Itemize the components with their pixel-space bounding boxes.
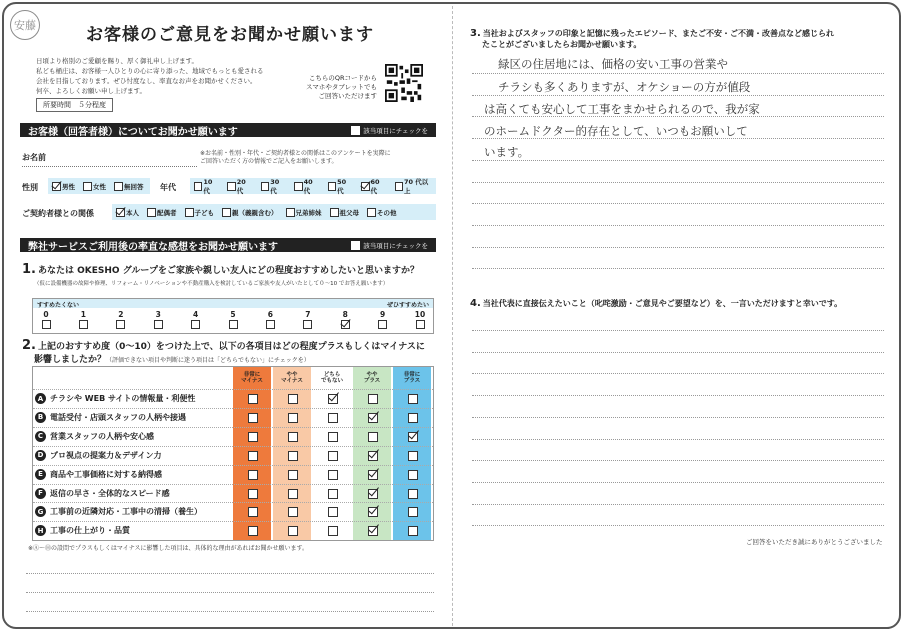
- q2-rating-checkbox[interactable]: [408, 432, 418, 442]
- q2-rating-checkbox[interactable]: [328, 470, 338, 480]
- q2-column-header: どちら でもない: [313, 367, 351, 389]
- q2-rating-checkbox[interactable]: [328, 507, 338, 517]
- q2-rating-checkbox[interactable]: [408, 489, 418, 499]
- q1-score-checkbox[interactable]: [266, 320, 275, 329]
- answer-line[interactable]: [472, 330, 884, 331]
- answer-line[interactable]: [472, 439, 884, 440]
- relation-option[interactable]: [147, 208, 177, 217]
- q1-title-text: あなたは OKESHO グループをご家族や親しい友人にどの程度おすすめしたいと思いますか？: [37, 266, 420, 276]
- q1-score-label: 8: [342, 310, 348, 319]
- relation-option[interactable]: [116, 208, 139, 217]
- answer-line[interactable]: [472, 482, 884, 483]
- relation-option[interactable]: [222, 208, 278, 217]
- q1-high-label: ぜひすすめたい: [386, 302, 429, 309]
- q2-number: 2.: [22, 338, 36, 353]
- q2-title: [22, 338, 442, 353]
- qr-note-line: こちらのQRコードから: [308, 74, 377, 82]
- relation-option[interactable]: [286, 208, 322, 217]
- relation-label: ご契約者様との関係: [22, 209, 94, 218]
- q2-rating-checkbox[interactable]: [408, 470, 418, 480]
- relation-option-label: 兄弟姉妹: [295, 208, 322, 217]
- intro-text: [36, 56, 316, 96]
- q2-item-row: [35, 521, 130, 540]
- age-checkbox[interactable]: [328, 182, 336, 191]
- q2-item-letter: A: [35, 393, 46, 404]
- check-note: [351, 241, 428, 250]
- relation-option-label: 子ども: [194, 208, 214, 217]
- q1-score-label: 7: [305, 310, 311, 319]
- q2-rating-checkbox[interactable]: [288, 432, 298, 442]
- age-option-label: 50 代: [337, 177, 347, 195]
- handwritten-line: 緑区の住居地には、価格の安い工事の営業や: [498, 57, 728, 71]
- q3-title: [470, 28, 885, 50]
- age-options: [190, 178, 436, 194]
- q2-item-row: [35, 427, 154, 446]
- gender-option[interactable]: [114, 182, 144, 191]
- q3-title-line: 当社およびスタッフの印象と記憶に残ったエピソード、またご不安・ご不満・改善点など感じられ: [482, 29, 835, 38]
- q2-column-header: やや プラス: [353, 367, 391, 389]
- gender-option-label: 女性: [93, 182, 106, 191]
- seal-stamp: [10, 10, 40, 40]
- q1-score-label: 0: [43, 310, 49, 319]
- q1-score-label: 1: [80, 310, 86, 319]
- q1-title: [22, 262, 442, 277]
- answer-line[interactable]: [472, 352, 884, 353]
- age-checkbox[interactable]: [294, 182, 302, 191]
- q1-score-checkbox[interactable]: [378, 320, 387, 329]
- answer-line[interactable]: [26, 592, 434, 593]
- q1-score-checkbox[interactable]: [42, 320, 51, 329]
- q2-rating-checkbox[interactable]: [368, 413, 378, 423]
- q2-item-letter: D: [35, 450, 46, 461]
- age-label: 年代: [160, 183, 176, 192]
- q2-rating-checkbox[interactable]: [408, 394, 418, 404]
- gender-option[interactable]: [83, 182, 106, 191]
- relation-checkbox[interactable]: [330, 208, 339, 217]
- answer-line[interactable]: [472, 268, 884, 269]
- q2-item-letter: B: [35, 412, 46, 423]
- gender-checkbox[interactable]: [52, 182, 61, 191]
- check-note-text: 該当項目にチェックを: [363, 126, 428, 135]
- answer-line[interactable]: [472, 182, 884, 183]
- relation-options: [112, 204, 436, 220]
- q2-item-label: プロ視点の提案力＆デザイン力: [50, 450, 162, 460]
- gender-checkbox[interactable]: [114, 182, 123, 191]
- q1-number: 1.: [22, 262, 36, 277]
- relation-checkbox[interactable]: [367, 208, 376, 217]
- age-option[interactable]: [294, 178, 319, 195]
- q2-rating-checkbox[interactable]: [288, 470, 298, 480]
- q2-rating-checkbox[interactable]: [248, 451, 258, 461]
- q2-rating-checkbox[interactable]: [248, 489, 258, 499]
- q1-score-option[interactable]: [301, 310, 315, 331]
- q1-score-checkbox[interactable]: [116, 320, 125, 329]
- q2-title-text: 上記のおすすめ度（0〜10）をつけた上で、以下の各項目はどの程度プラスもしくはマイナスに: [37, 342, 425, 352]
- q2-rating-checkbox[interactable]: [328, 432, 338, 442]
- q3-number: 3.: [470, 28, 481, 39]
- intro-line: 私ども桶庄は、お客様一人ひとりの心に寄り添った、地域でもっとも愛される: [36, 67, 264, 75]
- q2-rating-checkbox[interactable]: [368, 451, 378, 461]
- q1-score-checkbox[interactable]: [154, 320, 163, 329]
- q1-score-option[interactable]: [151, 310, 165, 331]
- q2-item-letter: E: [35, 469, 46, 480]
- q1-score-label: 2: [118, 310, 124, 319]
- q2-rating-checkbox[interactable]: [408, 507, 418, 517]
- q3-title-line: たことがございましたらお聞かせ願います。: [482, 40, 642, 49]
- q2-rating-checkbox[interactable]: [248, 470, 258, 480]
- checkbox-icon: [351, 241, 360, 250]
- customer-section-title: お客様（回答者様）についてお聞かせ願います: [28, 126, 238, 138]
- answer-line[interactable]: [472, 525, 884, 526]
- q2-rating-checkbox[interactable]: [368, 432, 378, 442]
- privacy-note-line: ご回答いただく方の情報でご記入をお願いします。: [200, 158, 338, 165]
- age-option[interactable]: [261, 178, 286, 195]
- q2-note: （評価できない項目や判断に迷う項目は「どちらでもない」にチェックを）: [106, 357, 310, 364]
- q2-rating-checkbox[interactable]: [408, 413, 418, 423]
- q1-score-checkbox[interactable]: [416, 320, 425, 329]
- q1-score-option[interactable]: [338, 310, 352, 331]
- q2-rating-checkbox[interactable]: [368, 470, 378, 480]
- handwritten-line: は高くても安心して工事をまかせられるので、我が家: [484, 102, 760, 116]
- q2-rating-checkbox[interactable]: [328, 526, 338, 536]
- q2-rating-checkbox[interactable]: [368, 507, 378, 517]
- qr-note-line: ご回答いただけます: [318, 92, 377, 100]
- handwritten-line: のホームドクター的存在として、いつもお願いして: [484, 124, 748, 138]
- q1-score-checkbox[interactable]: [79, 320, 88, 329]
- page-title: お客様のご意見をお聞かせ願います: [86, 25, 374, 45]
- age-checkbox[interactable]: [261, 182, 269, 191]
- age-option-label: 60 代: [370, 177, 380, 195]
- q2-rating-checkbox[interactable]: [288, 394, 298, 404]
- answer-line[interactable]: [26, 611, 434, 612]
- q1-score-label: 3: [155, 310, 161, 319]
- relation-option-label: 親（義親含む）: [232, 208, 278, 217]
- q2-footnote: ※Ⓐ〜Ⓗの設問でプラスもしくはマイナスに影響した項目は、具体的な理由があればお聞かせ願います。: [28, 545, 309, 552]
- age-checkbox[interactable]: [227, 182, 235, 191]
- answer-line[interactable]: [472, 247, 884, 248]
- gender-option-label: 無回答: [124, 182, 144, 191]
- q2-column-header: 非常に プラス: [393, 367, 431, 389]
- q1-score-label: 4: [192, 310, 199, 319]
- q2-rating-checkbox[interactable]: [248, 507, 258, 517]
- q4-title: [470, 298, 885, 309]
- q2-item-label: 工事の仕上がり・品質: [50, 526, 130, 536]
- q2-rating-checkbox[interactable]: [248, 526, 258, 536]
- q2-rating-checkbox[interactable]: [288, 489, 298, 499]
- q2-rating-checkbox[interactable]: [368, 489, 378, 499]
- customer-section-heading: [20, 123, 436, 137]
- q2-item-label: 商品や工事価格に対する納得感: [50, 469, 162, 479]
- age-checkbox[interactable]: [361, 182, 369, 191]
- q1-score-checkbox[interactable]: [341, 320, 350, 329]
- relation-checkbox[interactable]: [222, 208, 231, 217]
- relation-option-label: 祖父母: [339, 208, 359, 217]
- gender-options: [48, 178, 150, 194]
- q2-rating-checkbox[interactable]: [248, 432, 258, 442]
- q2-rating-checkbox[interactable]: [408, 526, 418, 536]
- q1-low-label: すすめたくない: [37, 302, 80, 309]
- age-option[interactable]: [328, 178, 353, 195]
- service-section-title: 弊社サービスご利用後の率直な感想をお聞かせ願います: [28, 241, 278, 253]
- answer-line[interactable]: [472, 203, 884, 204]
- q1-scale-band: [33, 299, 433, 308]
- q1-score-checkbox[interactable]: [191, 320, 200, 329]
- seal-text: 安藤: [14, 19, 36, 32]
- q2-rating-checkbox[interactable]: [368, 394, 378, 404]
- answer-line[interactable]: [472, 460, 884, 461]
- answer-line[interactable]: [26, 573, 434, 574]
- check-note: [351, 126, 428, 135]
- q2-rating-checkbox[interactable]: [328, 489, 338, 499]
- q1-score-option[interactable]: [39, 310, 53, 331]
- intro-line: 何卒、よろしくお願い申し上げます。: [36, 87, 146, 95]
- answer-line[interactable]: [472, 73, 884, 74]
- q1-score-scale: [32, 298, 434, 334]
- q2-item-label: 返信の早さ・全体的なスピード感: [50, 488, 170, 498]
- relation-option-label: 配偶者: [157, 208, 177, 217]
- privacy-note: [200, 150, 436, 166]
- q1-score-option[interactable]: [76, 310, 90, 331]
- gender-option-label: 男性: [62, 182, 75, 191]
- q2-rating-checkbox[interactable]: [328, 451, 338, 461]
- q1-note: （仮に設備機器の故障や修理、リフォーム・リノベーションや不動産購入を検討しているご家族や友人がいたとして０〜10 でお答え願います）: [34, 281, 389, 287]
- age-option[interactable]: [395, 177, 432, 195]
- q2-item-letter: F: [35, 488, 46, 499]
- q2-item-label: 営業スタッフの人柄や安心感: [50, 431, 154, 441]
- q2-rating-checkbox[interactable]: [288, 526, 298, 536]
- q1-score-option[interactable]: [413, 310, 427, 331]
- relation-option-label: 本人: [126, 208, 139, 217]
- q2-rating-checkbox[interactable]: [368, 526, 378, 536]
- answer-line[interactable]: [472, 504, 884, 505]
- q1-score-label: 9: [379, 310, 386, 319]
- q2-rating-checkbox[interactable]: [288, 507, 298, 517]
- qr-code-icon[interactable]: [385, 64, 423, 102]
- age-option-label: 10 代: [203, 177, 213, 195]
- q2-item-row: [35, 484, 170, 503]
- answer-line[interactable]: [472, 395, 884, 396]
- q2-rating-checkbox[interactable]: [248, 394, 258, 404]
- q2-column-header: やや マイナス: [273, 367, 311, 389]
- q2-rating-grid: [32, 366, 434, 541]
- q2-item-letter: H: [35, 525, 46, 536]
- age-checkbox[interactable]: [194, 182, 202, 191]
- checkbox-icon: [351, 126, 360, 135]
- name-field[interactable]: [22, 166, 197, 167]
- relation-checkbox[interactable]: [185, 208, 194, 217]
- q4-title-text: 当社代表に直接伝えたいこと（叱咤激励・ご意見やご要望など）を、一言いただけますと幸いです。: [482, 299, 843, 308]
- relation-checkbox[interactable]: [147, 208, 156, 217]
- relation-option[interactable]: [185, 208, 215, 217]
- q1-score-option[interactable]: [376, 310, 390, 331]
- q2-title-text2: 影響しましたか？: [34, 355, 107, 365]
- handwritten-line: います。: [484, 145, 530, 159]
- age-option[interactable]: [361, 178, 386, 195]
- q1-score-option[interactable]: [263, 310, 277, 331]
- q2-rating-checkbox[interactable]: [248, 413, 258, 423]
- q2-item-letter: C: [35, 431, 46, 442]
- qr-note: [293, 74, 377, 101]
- q2-rating-checkbox[interactable]: [328, 413, 338, 423]
- gender-label: 性別: [22, 183, 38, 192]
- q2-item-label: 工事前の近隣対応・工事中の清掃（養生）: [50, 507, 202, 517]
- q2-title-line2: [34, 352, 454, 365]
- qr-note-line: スマホやタブレットでも: [305, 83, 377, 91]
- q1-score-option[interactable]: [226, 310, 240, 331]
- gender-option[interactable]: [52, 182, 75, 191]
- q2-rating-checkbox[interactable]: [408, 451, 418, 461]
- relation-option[interactable]: [367, 208, 397, 217]
- q2-column-header: 非常に マイナス: [233, 367, 271, 389]
- privacy-note-line: ※お名前・性別・年代・ご契約者様との関係はこのアンケートを実際に: [200, 150, 391, 157]
- check-note-text: 該当項目にチェックを: [363, 241, 428, 250]
- age-option[interactable]: [194, 178, 219, 195]
- gender-checkbox[interactable]: [83, 182, 92, 191]
- handwritten-line: チラシも多くありますが、オケショーの方が値段: [498, 80, 751, 94]
- age-option-label: 70 代以上: [403, 178, 429, 195]
- age-option-label: 30 代: [270, 177, 280, 195]
- age-option-label: 40 代: [303, 177, 313, 195]
- q2-item-row: [35, 465, 162, 484]
- q1-score-option[interactable]: [189, 310, 203, 331]
- age-option[interactable]: [227, 178, 252, 195]
- q2-item-row: [35, 446, 161, 465]
- thanks-note: ご回答をいただき誠にありがとうございました: [746, 538, 883, 546]
- q2-item-row: [35, 502, 202, 521]
- age-checkbox[interactable]: [395, 182, 403, 191]
- q2-item-row: [35, 389, 195, 408]
- time-required-box: 所要時間 ５分程度: [36, 98, 113, 112]
- q1-score-label: 10: [414, 310, 426, 319]
- relation-checkbox[interactable]: [286, 208, 295, 217]
- name-label: お名前: [22, 153, 46, 162]
- q1-score-label: 5: [230, 310, 236, 319]
- q1-score-label: 6: [267, 310, 273, 319]
- q1-score-option[interactable]: [114, 310, 128, 331]
- intro-line: 日頃より格別のご愛顧を賜り、厚く御礼申し上げます。: [36, 57, 198, 65]
- q2-rating-checkbox[interactable]: [288, 451, 298, 461]
- answer-line[interactable]: [472, 225, 884, 226]
- q2-item-row: [35, 408, 186, 427]
- answer-line[interactable]: [472, 160, 884, 161]
- q1-score-checkbox[interactable]: [303, 320, 312, 329]
- relation-checkbox[interactable]: [116, 208, 125, 217]
- age-option-label: 20 代: [236, 177, 246, 195]
- relation-option[interactable]: [330, 208, 360, 217]
- q2-item-label: 電話受付・店頭スタッフの人柄や接遇: [50, 412, 186, 422]
- q2-item-label: チラシや WEB サイトの情報量・利便性: [50, 394, 196, 403]
- column-divider: [452, 6, 453, 626]
- q1-score-checkbox[interactable]: [229, 320, 238, 329]
- q2-rating-checkbox[interactable]: [328, 394, 338, 404]
- answer-line[interactable]: [472, 373, 884, 374]
- answer-line[interactable]: [472, 417, 884, 418]
- q2-rating-checkbox[interactable]: [288, 413, 298, 423]
- intro-line: 会社を目指しております。ぜひ忖度なし、率直なお声をお聞かせください。: [36, 77, 257, 85]
- relation-option-label: その他: [377, 208, 397, 217]
- q4-number: 4.: [470, 298, 481, 309]
- q2-item-letter: G: [35, 506, 46, 517]
- service-section-heading: [20, 238, 436, 252]
